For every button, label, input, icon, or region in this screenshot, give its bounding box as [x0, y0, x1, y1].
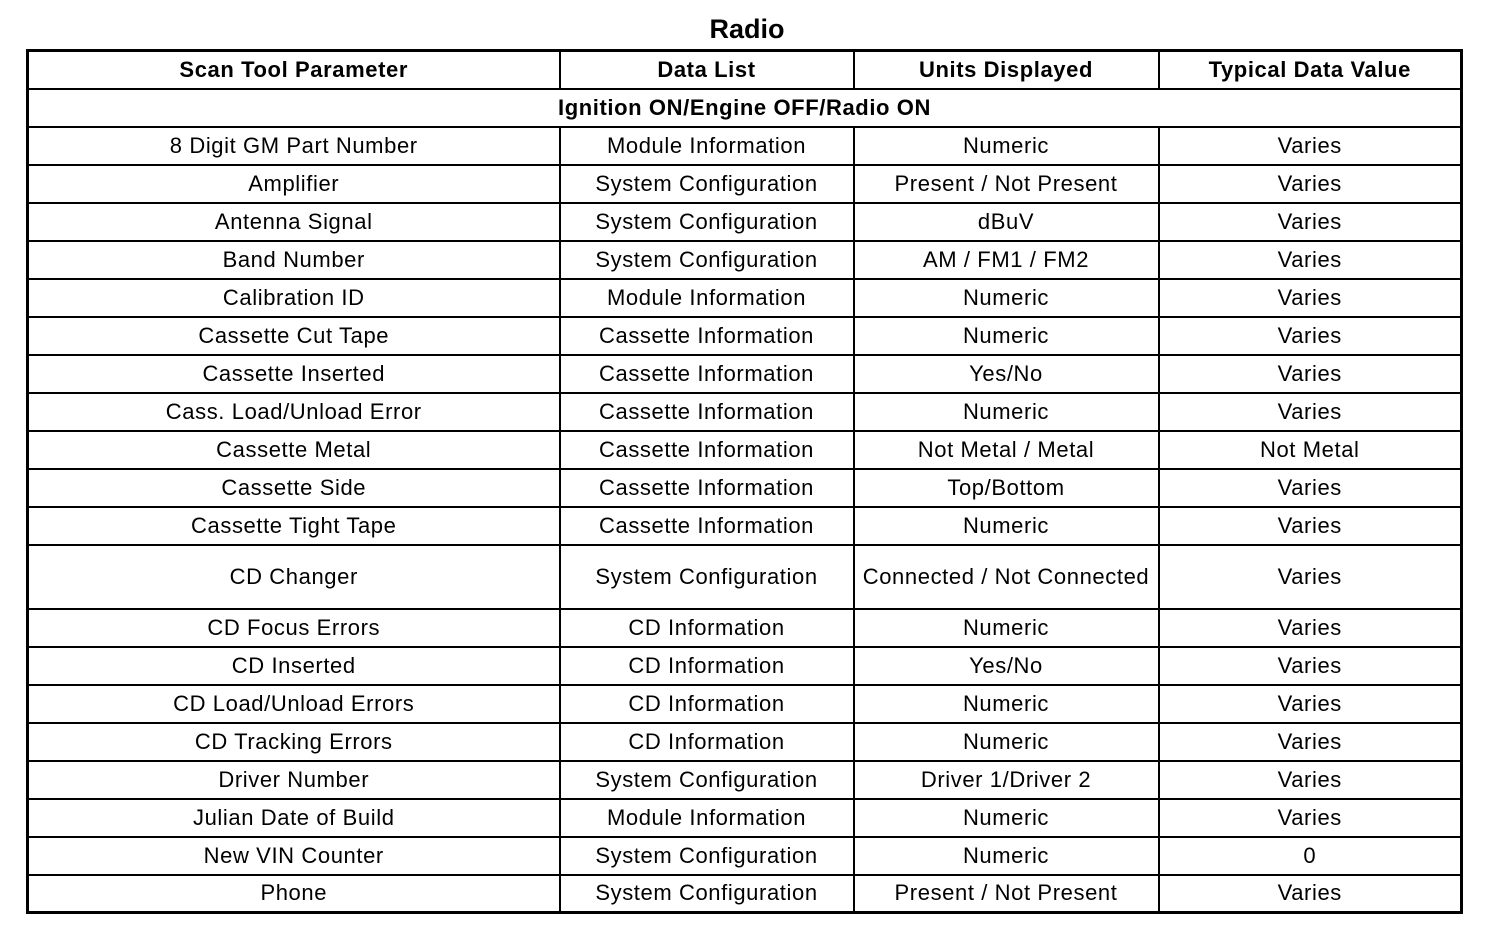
- units-cell: Present / Not Present: [854, 875, 1159, 913]
- table-row: [28, 761, 1462, 799]
- table-row: [28, 203, 1462, 241]
- table-row: [28, 393, 1462, 431]
- typical-value-cell: Not Metal: [1159, 431, 1462, 469]
- column-header-scan-tool-parameter: Scan Tool Parameter: [28, 51, 560, 89]
- data-list-cell: Module Information: [560, 799, 854, 837]
- units-cell: Numeric: [854, 127, 1159, 165]
- typical-value-cell: Varies: [1159, 241, 1462, 279]
- parameter-cell: Cassette Inserted: [28, 355, 560, 393]
- table-row: [28, 875, 1462, 913]
- table-row: [28, 685, 1462, 723]
- data-list-cell: Cassette Information: [560, 317, 854, 355]
- section-label: Ignition ON/Engine OFF/Radio ON: [28, 89, 1462, 127]
- units-cell: Numeric: [854, 685, 1159, 723]
- parameter-cell: Julian Date of Build: [28, 799, 560, 837]
- data-list-cell: Cassette Information: [560, 469, 854, 507]
- typical-value-cell: Varies: [1159, 469, 1462, 507]
- typical-value-cell: Varies: [1159, 761, 1462, 799]
- parameter-cell: Calibration ID: [28, 279, 560, 317]
- parameter-cell: Cassette Side: [28, 469, 560, 507]
- units-cell: Numeric: [854, 317, 1159, 355]
- typical-value-cell: 0: [1159, 837, 1462, 875]
- data-list-cell: System Configuration: [560, 837, 854, 875]
- parameter-cell: Cass. Load/Unload Error: [28, 393, 560, 431]
- data-list-cell: System Configuration: [560, 165, 854, 203]
- units-cell: Yes/No: [854, 647, 1159, 685]
- parameter-cell: Driver Number: [28, 761, 560, 799]
- table-row: [28, 837, 1462, 875]
- table-row: [28, 165, 1462, 203]
- data-list-cell: Module Information: [560, 127, 854, 165]
- units-cell: Numeric: [854, 279, 1159, 317]
- typical-value-cell: Varies: [1159, 609, 1462, 647]
- data-list-cell: Module Information: [560, 279, 854, 317]
- parameter-cell: CD Changer: [28, 545, 560, 609]
- units-cell: Driver 1/Driver 2: [854, 761, 1159, 799]
- parameter-cell: 8 Digit GM Part Number: [28, 127, 560, 165]
- data-list-cell: CD Information: [560, 723, 854, 761]
- data-list-cell: Cassette Information: [560, 355, 854, 393]
- data-list-cell: Cassette Information: [560, 393, 854, 431]
- parameter-cell: CD Focus Errors: [28, 609, 560, 647]
- table-row: [28, 545, 1462, 609]
- parameter-cell: Band Number: [28, 241, 560, 279]
- typical-value-cell: Varies: [1159, 279, 1462, 317]
- units-cell: Numeric: [854, 837, 1159, 875]
- typical-value-cell: Varies: [1159, 507, 1462, 545]
- typical-value-cell: Varies: [1159, 723, 1462, 761]
- table-row: [28, 469, 1462, 507]
- data-list-cell: Cassette Information: [560, 431, 854, 469]
- table-row: [28, 609, 1462, 647]
- data-list-cell: System Configuration: [560, 545, 854, 609]
- data-list-cell: CD Information: [560, 685, 854, 723]
- data-list-cell: CD Information: [560, 647, 854, 685]
- units-cell: Present / Not Present: [854, 165, 1159, 203]
- data-list-cell: CD Information: [560, 609, 854, 647]
- parameter-cell: CD Tracking Errors: [28, 723, 560, 761]
- column-header-typical-data-value: Typical Data Value: [1159, 51, 1462, 89]
- typical-value-cell: Varies: [1159, 317, 1462, 355]
- section-row: [28, 89, 1462, 127]
- units-cell: AM / FM1 / FM2: [854, 241, 1159, 279]
- typical-value-cell: Varies: [1159, 393, 1462, 431]
- typical-value-cell: Varies: [1159, 203, 1462, 241]
- table-row: [28, 723, 1462, 761]
- parameter-cell: Cassette Tight Tape: [28, 507, 560, 545]
- parameter-cell: Cassette Cut Tape: [28, 317, 560, 355]
- typical-value-cell: Varies: [1159, 875, 1462, 913]
- units-cell: Numeric: [854, 609, 1159, 647]
- radio-data-table: [26, 49, 1463, 914]
- units-cell: Top/Bottom: [854, 469, 1159, 507]
- table-row: [28, 241, 1462, 279]
- typical-value-cell: Varies: [1159, 127, 1462, 165]
- column-header-units-displayed: Units Displayed: [854, 51, 1159, 89]
- header-row: [28, 51, 1462, 89]
- parameter-cell: CD Load/Unload Errors: [28, 685, 560, 723]
- units-cell: dBuV: [854, 203, 1159, 241]
- parameter-cell: Phone: [28, 875, 560, 913]
- data-list-cell: System Configuration: [560, 761, 854, 799]
- table-row: [28, 355, 1462, 393]
- typical-value-cell: Varies: [1159, 647, 1462, 685]
- table-row: [28, 317, 1462, 355]
- typical-value-cell: Varies: [1159, 355, 1462, 393]
- parameter-cell: Amplifier: [28, 165, 560, 203]
- data-list-cell: System Configuration: [560, 241, 854, 279]
- typical-value-cell: Varies: [1159, 685, 1462, 723]
- units-cell: Not Metal / Metal: [854, 431, 1159, 469]
- units-cell: Connected / Not Connected: [854, 545, 1159, 609]
- parameter-cell: Antenna Signal: [28, 203, 560, 241]
- page-title: Radio: [709, 14, 785, 44]
- parameter-cell: CD Inserted: [28, 647, 560, 685]
- parameter-cell: New VIN Counter: [28, 837, 560, 875]
- parameter-cell: Cassette Metal: [28, 431, 560, 469]
- units-cell: Yes/No: [854, 355, 1159, 393]
- units-cell: Numeric: [854, 723, 1159, 761]
- units-cell: Numeric: [854, 393, 1159, 431]
- units-cell: Numeric: [854, 507, 1159, 545]
- data-list-cell: Cassette Information: [560, 507, 854, 545]
- typical-value-cell: Varies: [1159, 799, 1462, 837]
- column-header-data-list: Data List: [560, 51, 854, 89]
- table-row: [28, 279, 1462, 317]
- table-row: [28, 431, 1462, 469]
- units-cell: Numeric: [854, 799, 1159, 837]
- table-row: [28, 799, 1462, 837]
- data-list-cell: System Configuration: [560, 203, 854, 241]
- table-row: [28, 647, 1462, 685]
- table-row: [28, 507, 1462, 545]
- table-row: [28, 127, 1462, 165]
- data-list-cell: System Configuration: [560, 875, 854, 913]
- typical-value-cell: Varies: [1159, 165, 1462, 203]
- typical-value-cell: Varies: [1159, 545, 1462, 609]
